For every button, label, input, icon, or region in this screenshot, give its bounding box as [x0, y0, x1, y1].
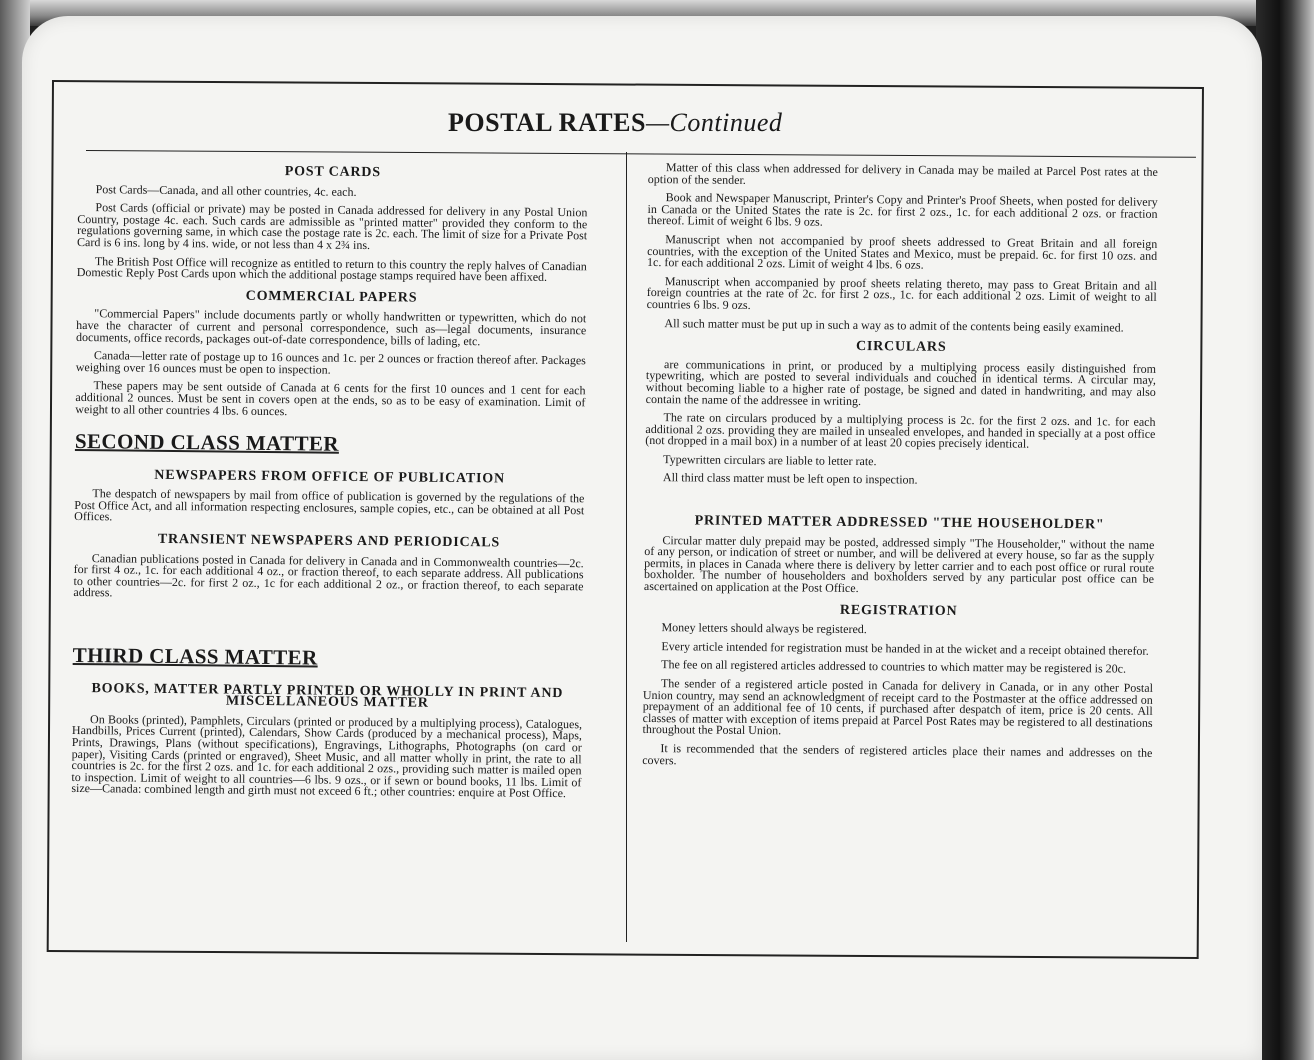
householder-paragraph: Circular matter duly prepaid may be posted, addressed simply "The Householder," without the name of any person, or indication of street or number, and will be delivered at every house, so far as the supply permits, in places in Canada where there is delivery by letter carrier and to each post office or rural route boxholder. The number of householders and boxholders served by any particular post office can be ascertained on application at the Post Office. — [643, 532, 1155, 596]
registration-heading: REGISTRATION — [839, 602, 958, 619]
post-cards-heading: POST CARDS — [284, 164, 381, 181]
commercial-papers-p3: These papers may be sent outside of Canada at 6 cents for the first 10 ounces and 1 cent for each additional 2 ounces. Must be sent in covers open at the ends, so as to be easy of examination. Limit of weight to all other countries 4 lbs. 6 ounces. — [75, 378, 586, 418]
books-paragraph: On Books (printed), Pamphlets, Circulars (printed or produced by a multiplying process), Catalogues, Handbills, Prices Current (printed), Calendars, Show Cards (produced by a mechanical process), Maps, Prints, Drawings, Plans (without specifications), Engravings, Lithographs, Photographs (on card or paper), Visiting Cards (printed or engraved), Sheet Music, and all matter wholly in print, the rate to all countries is 2c. for the first 2 ozs. and 1c. for each additional 2 ozs., providing such matter is mailed open to inspection. Limit of weight to all countries—6 lbs. 9 ozs., or if sewn or bound books, 11 lbs. Limit of size—Canada: combined length and girth must not exceed 6 ft.; other countries: enquire at Post Office. — [71, 711, 583, 801]
post-cards-p3: The British Post Office will recognize as entitled to return to this country the reply halves of Canadian Domestic Reply Post Cards upon which the additional postage stamps required have been affixed. — [76, 253, 587, 285]
transient-paragraph: Canadian publications posted in Canada for delivery in Canada and in Commonwealth countries—2c. for first 4 oz., 1c. for each additional 4 oz., or fraction thereof, to each separate address. All publications to other countries—2c. for first 2 oz., 1c for each additional 2 oz., or fraction thereof, to each separate address. — [73, 550, 584, 600]
third-class-heading: THIRD CLASS MATTER — [72, 643, 318, 670]
right-column — [642, 162, 1158, 778]
continued-p2: Book and Newspaper Manuscript, Printer's Copy and Printer's Proof Sheets, when posted for delivery in Canada or the United States the rate is 2c. for first 2 ozs., 1c. for each additional 2 ozs. or fraction thereof. Limit of weight 6 lbs. 9 ozs. — [647, 190, 1158, 230]
newspapers-paragraph: The despatch of newspapers by mail from office of publication is governed by the regulations of the Post Office Act, and all information respecting enclosures, sample copies, etc., can be obtained at all Post Offices. — [74, 486, 585, 524]
column-divider — [626, 152, 627, 942]
books-heading: BOOKS, MATTER PARTLY PRINTED OR WHOLLY IN PRINT AND MISCELLANEOUS MATTER — [91, 680, 564, 711]
circulars-p1: are communications in print, or produced by a multiplying process easily distinguished from typewriting, which are posted to several individuals and couched in identical terms. A circular may, without becoming liable to a higher rate of postage, be signed and dated in handwriting, and may also contain the name of the addressee in writing. — [645, 356, 1157, 408]
continued-p1: Matter of this class when addressed for delivery in Canada may be mailed at Parcel Post rates at the option of the sender. — [647, 160, 1158, 187]
transient-heading: TRANSIENT NEWSPAPERS AND PERIODICALS — [157, 531, 501, 551]
continued-p5: All such matter must be put up in such a way as to admit of the contents being easily examined. — [664, 315, 1124, 335]
post-cards-p2: Post Cards (official or private) may be posted in Canada addressed for delivery in any Postal Union Country, postage 4c. each. Such cards are admissible as "printed matter" provided they conform to the regulations governing same, in which case the postage rate is 2c. each. The limit of size for a Private Post Card is 6 ins. long by 4 ins. wide, or not less than 4 x 2¾ ins. — [77, 200, 588, 253]
commercial-papers-heading: COMMERCIAL PAPERS — [245, 288, 418, 306]
left-column — [71, 154, 588, 807]
registration-p2: Every article intended for registration must be handed in at the wicket and a receipt obtained therefor. — [661, 638, 1149, 658]
second-class-heading: SECOND CLASS MATTER — [74, 429, 340, 456]
registration-p3: The fee on all registered articles addressed to countries to which matter may be registered is 20c. — [661, 657, 1127, 677]
post-cards-p1: Post Cards—Canada, and all other countries, 4c. each. — [95, 181, 357, 199]
commercial-papers-p2: Canada—letter rate of postage up to 16 ounces and 1c. per 2 ounces or fraction thereof after. Packages weighing over 16 ounces must be open to inspection. — [75, 348, 586, 377]
section-spacer — [73, 606, 583, 641]
continued-p3: Manuscript when not accompanied by proof sheets addressed to Great Britain and all foreign countries, with the exception of the United States and Mexico, must be prepaid. 6c. for first 10 ozs. and 1c. for each additional 2 ozs. Limit of weight 4 lbs. 6 ozs. — [646, 232, 1158, 272]
page-title — [448, 108, 848, 138]
circulars-p3: Typewritten circulars are liable to letter rate. — [663, 452, 877, 469]
continued-p4: Manuscript when accompanied by proof sheets relating thereto, may pass to Great Britain and all foreign countries at the rate of 2c. for first 2 ozs., 1c. for each additional 2 ozs. Limit of weight to all countries 6 lbs. 9 ozs. — [646, 273, 1157, 312]
circulars-heading: CIRCULARS — [855, 339, 947, 355]
commercial-papers-p1: "Commercial Papers" include documents partly or wholly handwritten or typewritten, which do not have the character of current and personal correspondence, such as—legal documents, insurance documents, office records, packages out-of-date correspondence, bills of lading, etc. — [76, 306, 587, 348]
section-spacer — [645, 491, 1155, 510]
registration-p1: Money letters should always be registered. — [661, 620, 867, 637]
registration-p5: It is recommended that the senders of registered articles place their names and addresses on the covers. — [642, 741, 1153, 767]
circulars-p4: All third class matter must be left open to inspection. — [662, 470, 918, 488]
book-binding-edge — [1256, 0, 1314, 1060]
newspapers-heading: NEWSPAPERS FROM OFFICE OF PUBLICATION — [154, 467, 505, 487]
page-title-continued: —Continued — [645, 108, 783, 137]
registration-p4: The sender of a registered article posted in Canada for delivery in Canada, or in any other Postal Union country, may send an acknowledgment of receipt card to the Postmaster at the office addressed on prepayment of an additional fee of 10 cents, if purchased after despatch of item, price is 20 cents. All classes of matter with exception of items prepaid at Parcel Post Rates may be registered to all destinations throughout the Postal Union. — [642, 676, 1154, 738]
householder-heading: PRINTED MATTER ADDRESSED "THE HOUSEHOLDER" — [694, 513, 1105, 533]
page-title-main: POSTAL RATES — [448, 108, 646, 137]
circulars-p2: The rate on circulars produced by a multiplying process is 2c. for the first 2 ozs. and 1c. for each additional 2 ozs. providing they are mailed in unsealed envelopes, and handed in specially at a post office (not dropped in a mail box) in a number of at least 20 copies precisely identical. — [645, 410, 1156, 451]
